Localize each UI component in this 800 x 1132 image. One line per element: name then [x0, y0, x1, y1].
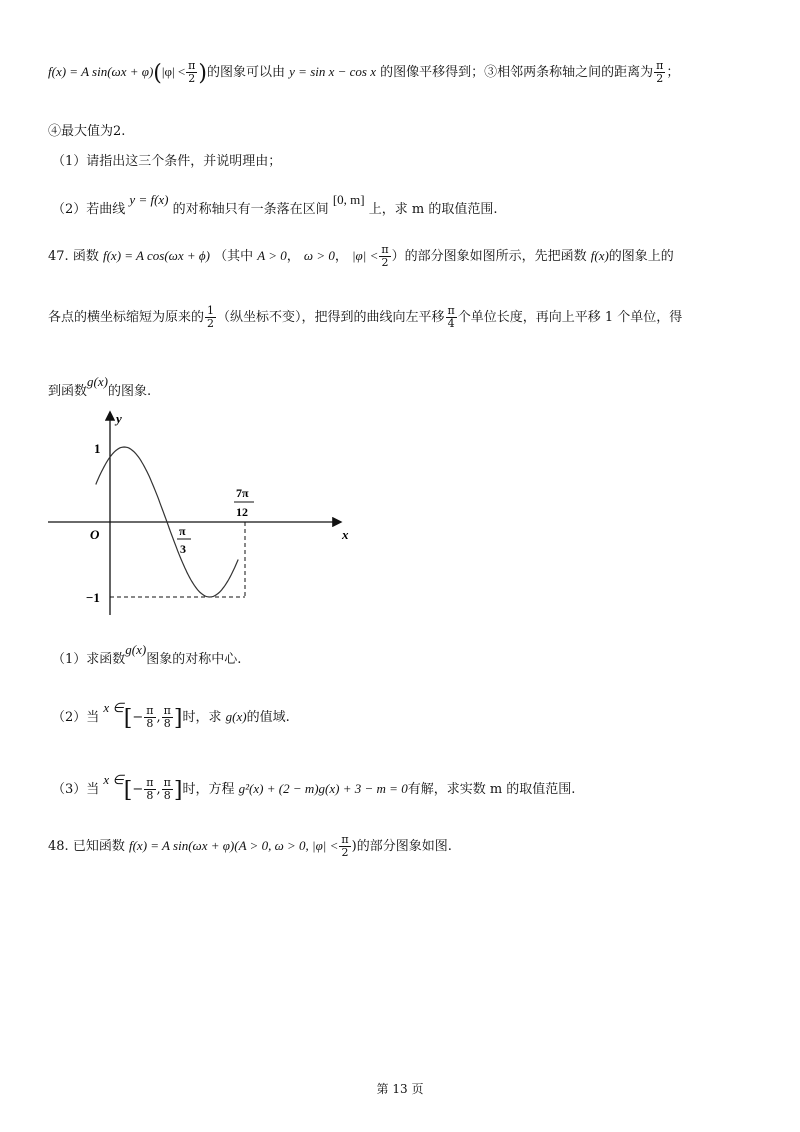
q47-line3: 到函数g(x)的图象. — [48, 374, 152, 399]
origin-label: O — [90, 527, 100, 542]
y-max-label: 1 — [94, 441, 101, 456]
q46-interval: [0, m] — [332, 192, 365, 207]
pi-over-4: $\frac{\pi}{4}$ — [447, 304, 455, 330]
q47-part3: （3）当 x ∈[− $\frac{\pi}{8}$ , $\frac{\pi}{8}$ ]时，方程 g²(x) + (2 − m)g(x) + 3 − m = 0有解，求实数 m 的取值范围. — [52, 772, 576, 803]
pi-over-2: $\frac{\pi}{2}$ — [188, 59, 196, 85]
q48-line1: 48. 已知函数 f(x) = A sin(ωx + φ)(A > 0, ω > 0, |φ| < $\frac{\pi}{2}$ )的部分图象如图. — [48, 833, 452, 859]
q46-expression: y = sin x − cos x — [289, 64, 377, 79]
page-footer: 第 13 页 — [376, 1082, 424, 1096]
svg-text:3: 3 — [180, 542, 186, 556]
svg-text:π: π — [179, 524, 186, 538]
q46-condition: |φ| < — [161, 64, 186, 79]
q46-part2: （2）若曲线 y = f(x) 的对称轴只有一条落在区间 [0, m] 上，求 m 的取值范围. — [52, 192, 498, 217]
q46-function: f(x) = A sin(ωx + φ) — [48, 64, 154, 79]
one-half: $\frac{1}{2}$ — [207, 304, 215, 330]
q47-function: f(x) = A cos(ωx + ϕ) — [102, 248, 210, 263]
pi-over-2-b: $\frac{\pi}{2}$ — [656, 59, 664, 85]
q46-text-mid: 的图象可以由 — [207, 65, 286, 80]
q47-equation: g²(x) + (2 − m)g(x) + 3 − m = 0 — [238, 781, 408, 796]
q46-part1: （1）请指出这三个条件，并说明理由； — [52, 154, 282, 169]
q48-number: 48. — [48, 839, 69, 854]
q46-curve: y = f(x) — [129, 192, 169, 207]
y-axis-label: y — [116, 411, 122, 426]
q47-part1: （1）求函数g(x)图象的对称中心. — [52, 642, 242, 667]
x-tick-pi-3 — [177, 524, 191, 556]
q47-line2: 各点的横坐标缩短为原来的 $\frac{1}{2}$ （纵坐标不变），把得到的曲线向左平移 $\frac{\pi}{4}$ 个单位长度，再向上平移 1 个单位，得 — [48, 304, 683, 330]
cosine-graph — [40, 405, 370, 620]
q46-condition-4: ④最大值为2. — [48, 124, 126, 139]
svg-text:7π: 7π — [236, 486, 249, 500]
svg-text:12: 12 — [236, 505, 248, 519]
q47-number: 47. — [48, 249, 69, 264]
x-tick-7pi-12 — [234, 486, 254, 519]
q46-text-end: 的图像平移得到；③相邻两条称轴之间的距离为 — [380, 65, 654, 80]
q47-line1: 47. 函数 f(x) = A cos(ωx + ϕ) （其中 A > 0， ω > 0， |φ| < $\frac{\pi}{2}$ ）的部分图象如图所示，先把函数 f(x)的图象上的 — [48, 243, 674, 269]
q47-part2: （2）当 x ∈[− $\frac{\pi}{8}$ , $\frac{\pi}{8}$ ]时，求 g(x)的值域. — [52, 700, 290, 731]
x-axis-label: x — [342, 527, 349, 542]
y-min-label: −1 — [86, 590, 100, 605]
q48-function: f(x) = A sin(ωx + φ)(A > 0, ω > 0, |φ| < — [128, 838, 339, 853]
q46-line1: f(x) = A sin(ωx + φ)(|φ| < $\frac{\pi}{2}$ )的图象可以由 y = sin x − cos x 的图像平移得到；③相邻两条称轴之间的距离为 $\frac{\pi}{2}$ ； — [48, 59, 680, 86]
